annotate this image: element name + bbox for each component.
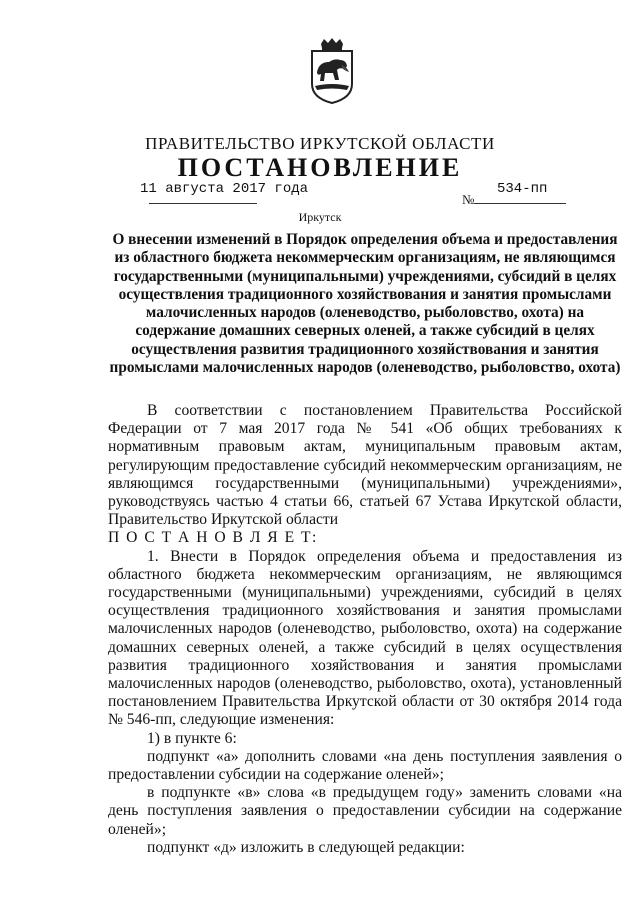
document-body: [108, 402, 622, 857]
number-sign: №: [462, 192, 475, 207]
subitem-a-paragraph: подпункт «а» дополнить словами «на день поступления заявления о предоставлении субсидии на содержание оленей»;: [108, 747, 622, 784]
subitem-d-paragraph: подпункт «д» изложить в следующей редакции:: [147, 838, 465, 856]
coat-of-arms-icon: [309, 38, 355, 104]
decree-word: П О С Т А Н О В Л Я Е Т:: [108, 529, 318, 547]
subitem-v-paragraph: в подпункте «в» слова «в предыдущем году» заменить словами «на день поступления заявления о предоставлении субсидии на содержание оленей»;: [108, 784, 622, 838]
item-1-1-paragraph: 1) в пункте 6:: [147, 729, 237, 747]
preamble-paragraph: В соответствии с постановлением Правительства Российской Федерации от 7 мая 2017 года № 541 «Об общих требованиях к нормативным правовым актам, муниципальным правовым актам, регулирующим предоставление субсидий некоммерческим организациям, не являющимся государственными (муниципальными) учреждениями», руководствуясь частью 4 статьи 66, статьей 67 Устава Иркутской области, Правительство Иркутской области: [108, 402, 622, 529]
document-number: 534-пп: [497, 181, 548, 197]
government-name: ПРАВИТЕЛЬСТВО ИРКУТСКОЙ ОБЛАСТИ: [145, 134, 495, 153]
document-date: 11 августа 2017 года: [140, 181, 309, 197]
item-1-paragraph: 1. Внести в Порядок определения объема и предоставления из областного бюджета некоммерческим организациям, не являющимся государственными (муниципальными) учреждениями, субсидий в целях осуществления традиционного хозяйствования и занятия промыслами малочисленных народов (оленеводство, рыболовство, охота) на содержание домашних северных оленей, а также субсидий в целях осуществления развития традиционного хозяйствования и занятия промыслами малочисленных народов (оленеводство, рыболовство, охота), установленный постановлением Правительства Иркутской области от 30 октября 2014 года № 546-пп, следующие изменения:: [108, 547, 622, 729]
number-underline: [474, 203, 566, 204]
date-underline: [149, 203, 257, 204]
document-type: ПОСТАНОВЛЕНИЕ: [177, 153, 463, 182]
document-title: О внесении изменений в Порядок определения объема и предоставления из областного бюджета некоммерческим организациям, не являющимся государственными (муниципальными) учреждениями, субсидий в целях осуществления традиционного хозяйствования и занятия промыслами малочисленных народов (оленеводство, рыболовство, охота) на содержание домашних северных оленей, а также субсидий в целях осуществления развития традиционного хозяйствования и занятия промыслами малочисленных народов (оленеводство, рыболовство, охота): [109, 231, 621, 377]
city: Иркутск: [298, 210, 342, 224]
